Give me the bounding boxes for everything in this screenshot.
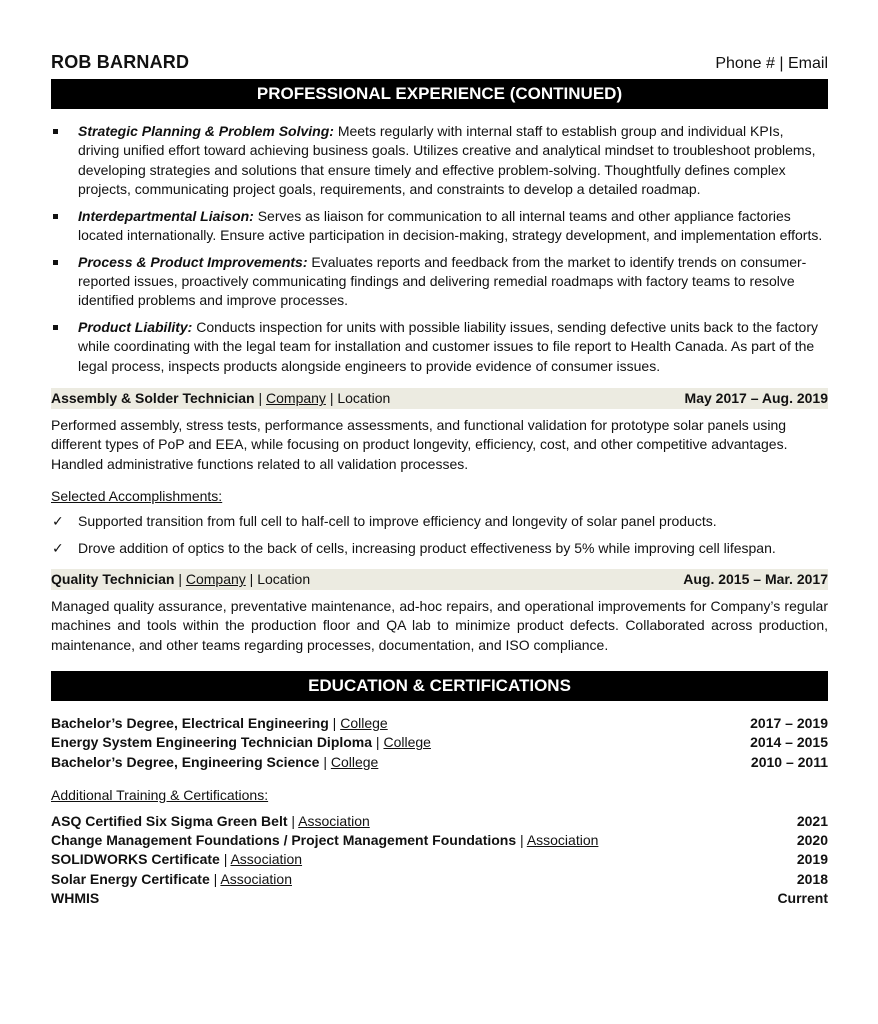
- certification-year: 2018: [796, 870, 828, 887]
- job-heading: [51, 388, 390, 409]
- certification-row: [51, 850, 828, 869]
- job-title: Assembly & Solder Technician: [51, 390, 255, 407]
- list-item: [51, 207, 828, 246]
- bullet-lead: Process & Product Improvements:: [78, 253, 308, 270]
- square-bullet-icon: [53, 260, 58, 265]
- separator: |: [174, 571, 186, 588]
- certification-list: [51, 812, 828, 908]
- certification-entry: [51, 812, 370, 831]
- square-bullet-icon: [53, 129, 58, 134]
- bullet-text: Conducts inspection for units with possible liability issues, sending defective units back to the factory while coordinating with the legal team for installation and customer issues to file report to Health Canada. As part of the legal process, inspects products alongside engineers to provide evidence of consumer issues.: [78, 319, 819, 374]
- separator: |: [219, 851, 231, 868]
- certification-name: WHMIS: [51, 890, 100, 907]
- education-section-title: EDUCATION & CERTIFICATIONS: [51, 671, 828, 701]
- certification-year: 2020: [796, 832, 828, 849]
- education-years: 2010 – 2011: [750, 753, 828, 770]
- job-title: Quality Technician: [51, 571, 175, 588]
- checkmark-icon: ✓: [52, 512, 64, 529]
- certification-name: SOLIDWORKS Certificate: [51, 851, 220, 868]
- certification-name: Change Management Foundations / Project Management Foundations: [51, 832, 517, 849]
- certification-name: Solar Energy Certificate: [51, 870, 210, 887]
- accomplishment-text: Supported transition from full cell to half-cell to improve efficiency and longevity of solar panel products.: [78, 512, 717, 529]
- bullet-text: Evaluates reports and feedback from the market to identify trends on consumer-reported issues, proactively communicating findings and delivering remedial roadmaps with factory teams to resolve identified problems and improve processes.: [78, 253, 807, 309]
- list-item: [51, 512, 828, 531]
- education-row: [51, 753, 828, 772]
- education-row: [51, 714, 828, 733]
- accomplishments-list: [51, 512, 828, 558]
- separator: |: [245, 571, 258, 588]
- experience-bullets: [51, 122, 828, 376]
- institution-name: College: [330, 753, 379, 770]
- certification-row: [51, 889, 828, 908]
- bullet-lead: Strategic Planning & Problem Solving:: [78, 123, 334, 139]
- education-row: [51, 733, 828, 752]
- phone-text: Phone #: [715, 55, 775, 72]
- job-dates: Aug. 2015 – Mar. 2017: [683, 571, 828, 588]
- resume-page: [51, 52, 828, 908]
- education-list: [51, 714, 828, 772]
- degree-name: Bachelor’s Degree, Engineering Science: [51, 753, 320, 770]
- education-entry: [51, 714, 388, 733]
- institution-name: College: [383, 734, 431, 751]
- contact-info: [715, 55, 828, 73]
- job-summary: Managed quality assurance, preventative maintenance, ad-hoc repairs, and operational improvements for Company’s regular machines and tools within the production floor and QA lab to minimize product defects. Collaborated across production, maintenance, and other teams regarding processes, documentation, and ISO compliance.: [51, 598, 828, 653]
- certification-entry: [51, 850, 302, 869]
- list-item: [51, 253, 828, 311]
- education-entry: [51, 753, 378, 772]
- certification-year: 2021: [796, 812, 828, 829]
- job-header-assembly-technician: [51, 388, 828, 409]
- certification-year: 2019: [796, 851, 828, 868]
- list-item: [51, 318, 828, 376]
- separator: |: [209, 870, 221, 887]
- accomplishment-text: Drove addition of optics to the back of cells, increasing product effectiveness by 5% while improving cell lifespan.: [78, 539, 776, 556]
- job-summary: Performed assembly, stress tests, performance assessments, and functional validation for prototype solar panels using different types of PoP and EEA, while focusing on product longevity, efficiency, cost, and other competitive advantages. Handled administrative functions related to all validation processes.: [51, 417, 788, 472]
- certification-entry: [51, 889, 99, 908]
- education-years: 2017 – 2019: [750, 714, 828, 731]
- bullet-text: Meets regularly with internal staff to establish group and individual KPIs, driving unified effort toward achieving business goals. Utilizes creative and analytical mindset to troubleshoot problems, developing strategies and solutions that ensure timely and effective problem-solving. Thoughtfully defines complex projects, communicating project goals, requirements, and constraints to develop a detailed roadmap.: [78, 123, 816, 197]
- certification-row: [51, 870, 828, 889]
- job-heading: [51, 569, 310, 590]
- training-heading: Additional Training & Certifications:: [51, 786, 269, 803]
- job-dates: May 2017 – Aug. 2019: [684, 390, 828, 407]
- email-text: Email: [787, 55, 828, 72]
- accomplishments-heading: Selected Accomplishments:: [51, 487, 223, 504]
- certification-year: Current: [777, 890, 828, 907]
- institution-name: College: [340, 714, 388, 731]
- separator: |: [372, 734, 384, 751]
- company-name: Company: [266, 390, 326, 407]
- candidate-name: ROB BARNARD: [51, 52, 190, 72]
- certification-name: ASQ Certified Six Sigma Green Belt: [51, 812, 288, 829]
- square-bullet-icon: [53, 214, 58, 219]
- certification-row: [51, 831, 828, 850]
- bullet-lead: Product Liability:: [78, 319, 193, 336]
- separator: |: [516, 832, 527, 849]
- bullet-text: Serves as liaison for communication to all internal teams and other appliance factories located internationally. Ensure active participation in decision-making, strategy development, and implementation efforts.: [78, 207, 823, 243]
- resume-header: [51, 52, 828, 78]
- list-item: [51, 539, 828, 558]
- separator: |: [325, 390, 338, 407]
- degree-name: Energy System Engineering Technician Diploma: [51, 734, 373, 751]
- checkmark-icon: ✓: [52, 539, 64, 556]
- contact-separator: |: [779, 55, 784, 72]
- company-name: Company: [185, 571, 246, 588]
- association-name: Association: [220, 870, 292, 887]
- separator: |: [319, 753, 331, 770]
- job-location: Location: [257, 571, 311, 588]
- degree-name: Bachelor’s Degree, Electrical Engineering: [51, 714, 329, 731]
- list-item: [51, 122, 828, 199]
- certification-row: [51, 812, 828, 831]
- job-header-quality-technician: [51, 569, 828, 590]
- bullet-lead: Interdepartmental Liaison:: [78, 207, 254, 224]
- experience-section-title: PROFESSIONAL EXPERIENCE (CONTINUED): [51, 79, 828, 109]
- separator: |: [254, 390, 267, 407]
- certification-entry: [51, 870, 292, 889]
- education-entry: [51, 733, 431, 752]
- separator: |: [287, 812, 299, 829]
- separator: |: [328, 714, 341, 731]
- square-bullet-icon: [53, 325, 58, 330]
- association-name: Association: [298, 812, 370, 829]
- job-location: Location: [337, 390, 391, 407]
- certification-entry: [51, 831, 598, 850]
- association-name: Association: [526, 832, 599, 849]
- association-name: Association: [230, 851, 303, 868]
- education-years: 2014 – 2015: [750, 734, 828, 751]
